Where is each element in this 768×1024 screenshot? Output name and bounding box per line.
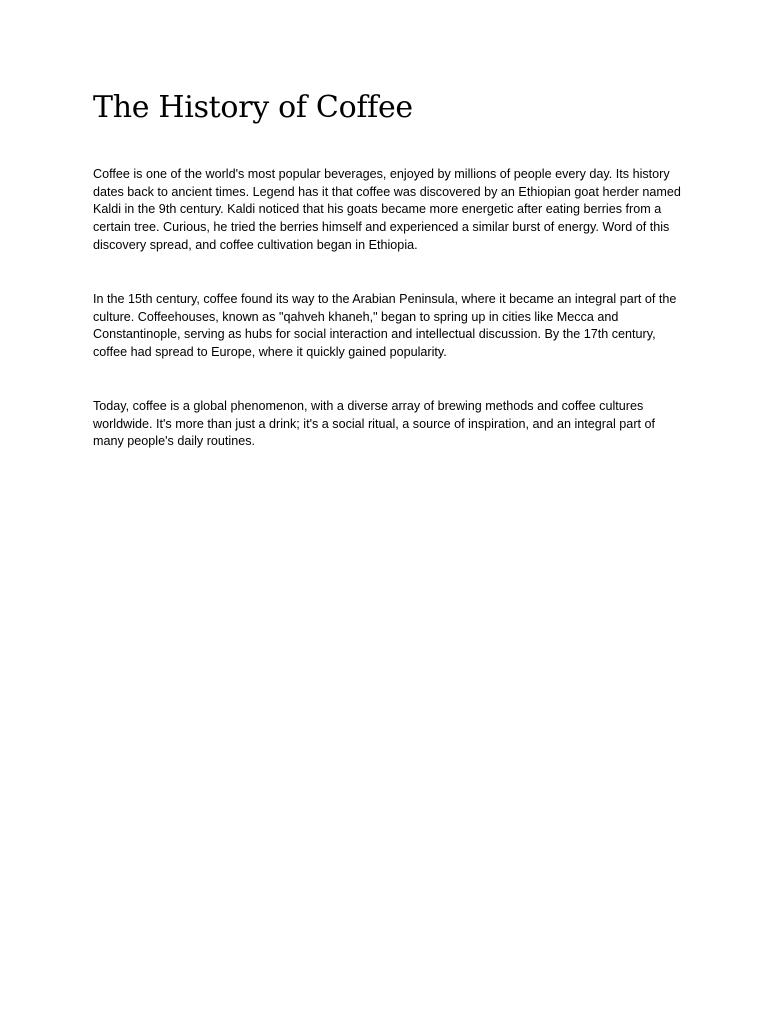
- document-title: The History of Coffee: [93, 90, 413, 125]
- paragraph-1: Coffee is one of the world's most popular beverages, enjoyed by millions of people every day. Its history dates back to ancient times. Legend has it that coffee was discovered by an Ethiopian goat herder named Kaldi in the 9th century. Kaldi noticed that his goats became more energetic after eating berries from a certain tree. Curious, he tried the berries himself and experienced a similar burst of energy. Word of this discovery spread, and coffee cultivation began in Ethiopia.: [93, 167, 681, 252]
- paragraph-2: In the 15th century, coffee found its way to the Arabian Peninsula, where it became an integral part of the culture. Coffeehouses, known as "qahveh khaneh," began to spring up in cities like Mecca and Constantinople, serving as hubs for social interaction and intellectual discussion. By the 17th century, coffee had spread to Europe, where it quickly gained popularity.: [93, 292, 677, 360]
- paragraph-3: Today, coffee is a global phenomenon, with a diverse array of brewing methods and coffee cultures worldwide. It's more than just a drink; it's a social ritual, a source of inspiration, and an integral part of many people's daily routines.: [93, 399, 656, 449]
